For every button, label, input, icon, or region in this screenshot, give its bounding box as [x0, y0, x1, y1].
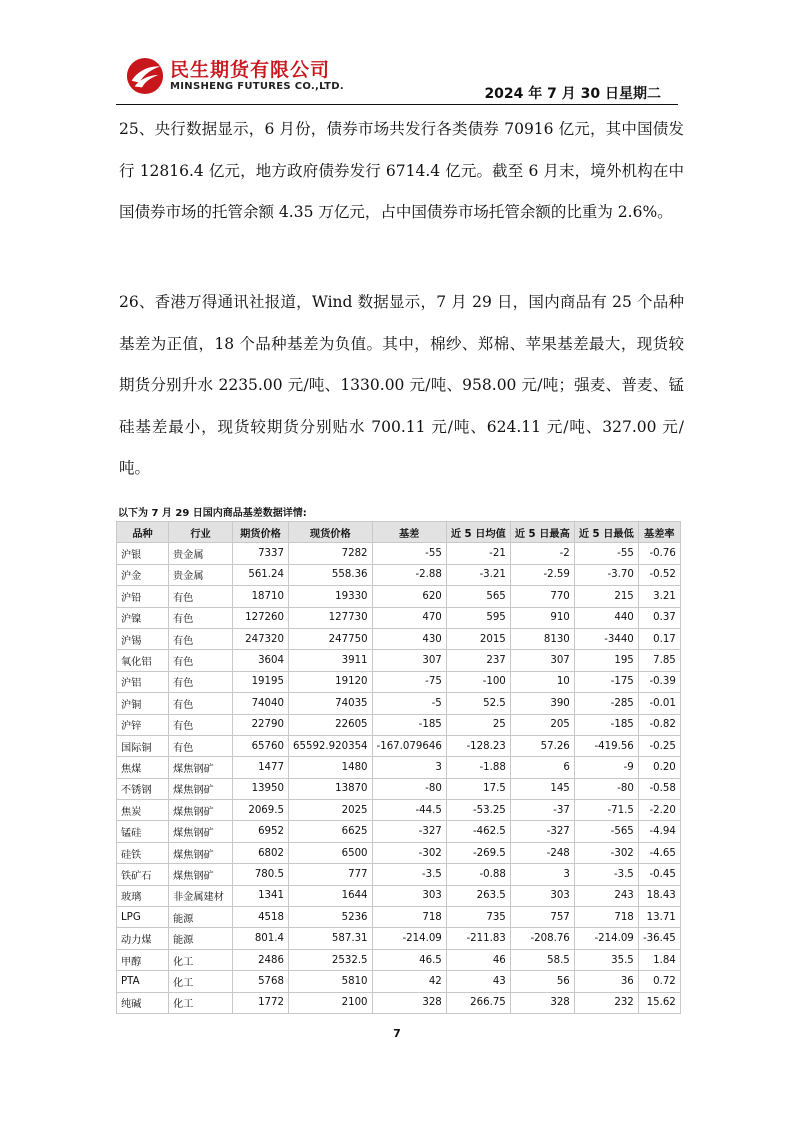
table-row — [117, 842, 681, 863]
table-row — [117, 693, 681, 714]
table-cell: 718 — [574, 907, 638, 928]
table-row — [117, 607, 681, 628]
table-cell: 铁矿石 — [117, 864, 169, 885]
table-cell: 74040 — [233, 693, 289, 714]
table-cell: 煤焦钢矿 — [169, 800, 233, 821]
table-cell: 2486 — [233, 949, 289, 970]
table-cell: -2 — [510, 543, 574, 564]
table-cell: 565 — [446, 586, 510, 607]
table-row — [117, 949, 681, 970]
column-header: 品种 — [117, 522, 169, 543]
table-cell: 动力煤 — [117, 928, 169, 949]
table-cell: -3.5 — [574, 864, 638, 885]
table-cell: -327 — [510, 821, 574, 842]
table-cell: 215 — [574, 586, 638, 607]
table-cell: 1644 — [289, 885, 373, 906]
table-cell: 玻璃 — [117, 885, 169, 906]
table-cell: -0.76 — [638, 543, 680, 564]
table-cell: -80 — [372, 778, 446, 799]
paragraph-26: 26、香港万得通讯社报道，Wind 数据显示，7 月 29 日，国内商品有 25 个品种基差为正值，18 个品种基差为负值。其中，棉纱、郑棉、苹果基差最大，现货较期货分别升水 2235.00 元/吨、1330.00 元/吨、958.00 元/吨；强麦、普麦、锰硅基差最小，现货较期货分别贴水 700.11 元/吨、624.11 元/吨、327.00 元/吨。 — [119, 293, 684, 477]
table-cell: -185 — [372, 714, 446, 735]
table-cell: -9 — [574, 757, 638, 778]
table-cell: 195 — [574, 650, 638, 671]
minsheng-logo-icon — [126, 57, 164, 95]
table-cell: 1772 — [233, 992, 289, 1013]
table-cell: 558.36 — [289, 564, 373, 585]
table-cell: 243 — [574, 885, 638, 906]
table-cell: 65592.920354 — [289, 735, 373, 756]
table-cell: 15.62 — [638, 992, 680, 1013]
table-cell: -302 — [574, 842, 638, 863]
table-cell: 561.24 — [233, 564, 289, 585]
table-cell: 沪金 — [117, 564, 169, 585]
table-cell: -0.25 — [638, 735, 680, 756]
table-cell: 3911 — [289, 650, 373, 671]
table-cell: -21 — [446, 543, 510, 564]
table-cell: 19330 — [289, 586, 373, 607]
table-cell: 不锈钢 — [117, 778, 169, 799]
column-header: 现货价格 — [289, 522, 373, 543]
table-cell: 非金属建材 — [169, 885, 233, 906]
table-cell: 910 — [510, 607, 574, 628]
table-cell: 1477 — [233, 757, 289, 778]
table-cell: 煤焦钢矿 — [169, 778, 233, 799]
table-cell: 13.71 — [638, 907, 680, 928]
table-cell: -100 — [446, 671, 510, 692]
table-row — [117, 671, 681, 692]
table-cell: 58.5 — [510, 949, 574, 970]
table-cell: 247320 — [233, 628, 289, 649]
company-name-cn: 民生期货有限公司 — [170, 59, 331, 81]
column-header: 基差率 — [638, 522, 680, 543]
table-cell: 595 — [446, 607, 510, 628]
table-cell: 沪锌 — [117, 714, 169, 735]
table-cell: 6625 — [289, 821, 373, 842]
table-cell: 锰硅 — [117, 821, 169, 842]
table-cell: 化工 — [169, 971, 233, 992]
table-cell: -3440 — [574, 628, 638, 649]
table-row — [117, 992, 681, 1013]
table-cell: 煤焦钢矿 — [169, 821, 233, 842]
table-row — [117, 586, 681, 607]
table-cell: -44.5 — [372, 800, 446, 821]
table-cell: PTA — [117, 971, 169, 992]
table-cell: 6952 — [233, 821, 289, 842]
table-cell: -0.82 — [638, 714, 680, 735]
table-row — [117, 735, 681, 756]
table-cell: 127730 — [289, 607, 373, 628]
table-cell: -53.25 — [446, 800, 510, 821]
table-row — [117, 650, 681, 671]
table-cell: 232 — [574, 992, 638, 1013]
table-cell: 3 — [510, 864, 574, 885]
table-cell: -211.83 — [446, 928, 510, 949]
table-cell: -269.5 — [446, 842, 510, 863]
table-row — [117, 971, 681, 992]
table-cell: 5768 — [233, 971, 289, 992]
table-cell: 74035 — [289, 693, 373, 714]
paragraph-25: 25、央行数据显示，6 月份，债券市场共发行各类债券 70916 亿元，其中国债发行 12816.4 亿元，地方政府债券发行 6714.4 亿元。截至 6 月末，境外机构在中国债券市场的托管余额 4.35 万亿元，占中国债券市场托管余额的比重为 2.6%。 — [119, 120, 684, 221]
table-cell: 757 — [510, 907, 574, 928]
table-cell: 有色 — [169, 671, 233, 692]
table-cell: 6500 — [289, 842, 373, 863]
column-header: 近 5 日均值 — [446, 522, 510, 543]
table-cell: -75 — [372, 671, 446, 692]
table-cell: -55 — [372, 543, 446, 564]
table-cell: -0.52 — [638, 564, 680, 585]
table-row — [117, 564, 681, 585]
table-cell: 13870 — [289, 778, 373, 799]
table-cell: -80 — [574, 778, 638, 799]
table-cell: -4.65 — [638, 842, 680, 863]
table-row — [117, 714, 681, 735]
table-cell: 1.84 — [638, 949, 680, 970]
table-cell: 620 — [372, 586, 446, 607]
table-cell: -302 — [372, 842, 446, 863]
table-row — [117, 757, 681, 778]
table-cell: 430 — [372, 628, 446, 649]
table-cell: 303 — [510, 885, 574, 906]
table-cell: 能源 — [169, 907, 233, 928]
table-cell: 307 — [372, 650, 446, 671]
table-cell: 307 — [510, 650, 574, 671]
table-row — [117, 778, 681, 799]
table-header-row — [117, 522, 681, 543]
company-name-en: MINSHENG FUTURES CO.,LTD. — [170, 81, 344, 92]
table-cell: 煤焦钢矿 — [169, 864, 233, 885]
table-cell: 化工 — [169, 949, 233, 970]
page-header — [0, 0, 794, 110]
table-cell: 718 — [372, 907, 446, 928]
table-cell: 65760 — [233, 735, 289, 756]
table-row — [117, 907, 681, 928]
table-cell: 303 — [372, 885, 446, 906]
table-cell: 有色 — [169, 628, 233, 649]
table-cell: 沪银 — [117, 543, 169, 564]
table-cell: 127260 — [233, 607, 289, 628]
table-cell: 46 — [446, 949, 510, 970]
table-cell: 52.5 — [446, 693, 510, 714]
table-body — [117, 543, 681, 1014]
table-cell: -175 — [574, 671, 638, 692]
table-cell: 煤焦钢矿 — [169, 842, 233, 863]
table-cell: 43 — [446, 971, 510, 992]
table-cell: 263.5 — [446, 885, 510, 906]
table-cell: 3.21 — [638, 586, 680, 607]
table-cell: 有色 — [169, 607, 233, 628]
table-cell: 22790 — [233, 714, 289, 735]
table-row — [117, 885, 681, 906]
table-row — [117, 800, 681, 821]
table-cell: 3604 — [233, 650, 289, 671]
table-cell: 801.4 — [233, 928, 289, 949]
table-cell: 266.75 — [446, 992, 510, 1013]
table-cell: 7282 — [289, 543, 373, 564]
table-cell: 390 — [510, 693, 574, 714]
table-cell: 35.5 — [574, 949, 638, 970]
table-cell: -0.45 — [638, 864, 680, 885]
table-cell: 有色 — [169, 714, 233, 735]
table-cell: -2.59 — [510, 564, 574, 585]
table-cell: 770 — [510, 586, 574, 607]
table-cell: 3 — [372, 757, 446, 778]
table-cell: 能源 — [169, 928, 233, 949]
table-cell: -37 — [510, 800, 574, 821]
page-number: 7 — [393, 1027, 401, 1040]
table-cell: 贵金属 — [169, 543, 233, 564]
table-row — [117, 628, 681, 649]
table-cell: -3.21 — [446, 564, 510, 585]
table-cell: -285 — [574, 693, 638, 714]
column-header: 近 5 日最高 — [510, 522, 574, 543]
table-cell: 57.26 — [510, 735, 574, 756]
table-cell: 247750 — [289, 628, 373, 649]
table-cell: 25 — [446, 714, 510, 735]
table-cell: 2025 — [289, 800, 373, 821]
table-cell: 沪铜 — [117, 693, 169, 714]
table-cell: -2.88 — [372, 564, 446, 585]
table-cell: -327 — [372, 821, 446, 842]
table-cell: 780.5 — [233, 864, 289, 885]
table-cell: 440 — [574, 607, 638, 628]
table-cell: -462.5 — [446, 821, 510, 842]
table-cell: 6 — [510, 757, 574, 778]
table-cell: 0.20 — [638, 757, 680, 778]
table-row — [117, 928, 681, 949]
table-cell: -214.09 — [574, 928, 638, 949]
table-cell: 氧化铝 — [117, 650, 169, 671]
table-cell: 777 — [289, 864, 373, 885]
table-cell: 4518 — [233, 907, 289, 928]
table-cell: -2.20 — [638, 800, 680, 821]
column-header: 基差 — [372, 522, 446, 543]
table-cell: 13950 — [233, 778, 289, 799]
table-cell: 18.43 — [638, 885, 680, 906]
table-cell: 煤焦钢矿 — [169, 757, 233, 778]
table-cell: -565 — [574, 821, 638, 842]
table-cell: 145 — [510, 778, 574, 799]
table-cell: 2015 — [446, 628, 510, 649]
table-cell: -0.01 — [638, 693, 680, 714]
table-cell: 有色 — [169, 693, 233, 714]
table-cell: -3.70 — [574, 564, 638, 585]
table-cell: 19195 — [233, 671, 289, 692]
company-logo — [126, 57, 344, 95]
table-cell: 硅铁 — [117, 842, 169, 863]
table-cell: 国际铜 — [117, 735, 169, 756]
table-cell: -185 — [574, 714, 638, 735]
table-cell: -0.88 — [446, 864, 510, 885]
table-cell: -419.56 — [574, 735, 638, 756]
table-cell: 470 — [372, 607, 446, 628]
table-cell: 0.17 — [638, 628, 680, 649]
column-header: 近 5 日最低 — [574, 522, 638, 543]
table-cell: 1341 — [233, 885, 289, 906]
table-cell: 10 — [510, 671, 574, 692]
table-cell: 焦炭 — [117, 800, 169, 821]
column-header: 期货价格 — [233, 522, 289, 543]
table-cell: -55 — [574, 543, 638, 564]
report-date: 2024 年 7 月 30 日星期二 — [484, 86, 661, 102]
table-cell: 沪锡 — [117, 628, 169, 649]
table-row — [117, 543, 681, 564]
table-cell: 17.5 — [446, 778, 510, 799]
table-cell: 0.37 — [638, 607, 680, 628]
table-cell: -167.079646 — [372, 735, 446, 756]
table-cell: 5236 — [289, 907, 373, 928]
table-cell: 化工 — [169, 992, 233, 1013]
table-cell: 沪镍 — [117, 607, 169, 628]
table-cell: 贵金属 — [169, 564, 233, 585]
table-cell: 纯碱 — [117, 992, 169, 1013]
table-cell: 有色 — [169, 650, 233, 671]
table-cell: 18710 — [233, 586, 289, 607]
table-cell: 有色 — [169, 586, 233, 607]
table-cell: -208.76 — [510, 928, 574, 949]
table-cell: 56 — [510, 971, 574, 992]
table-cell: 46.5 — [372, 949, 446, 970]
table-cell: -5 — [372, 693, 446, 714]
basis-data-table — [116, 521, 681, 1014]
table-cell: 0.72 — [638, 971, 680, 992]
table-cell: 587.31 — [289, 928, 373, 949]
table-cell: -1.88 — [446, 757, 510, 778]
table-cell: 有色 — [169, 735, 233, 756]
table-cell: 6802 — [233, 842, 289, 863]
table-cell: 7337 — [233, 543, 289, 564]
table-cell: -214.09 — [372, 928, 446, 949]
table-cell: -3.5 — [372, 864, 446, 885]
table-cell: 2069.5 — [233, 800, 289, 821]
table-cell: -36.45 — [638, 928, 680, 949]
header-divider — [116, 104, 678, 105]
table-cell: 7.85 — [638, 650, 680, 671]
table-cell: 36 — [574, 971, 638, 992]
table-cell: 焦煤 — [117, 757, 169, 778]
table-cell: 22605 — [289, 714, 373, 735]
table-row — [117, 821, 681, 842]
table-cell: 甲醇 — [117, 949, 169, 970]
table-cell: 205 — [510, 714, 574, 735]
table-cell: 沪铝 — [117, 671, 169, 692]
table-cell: 42 — [372, 971, 446, 992]
table-cell: 735 — [446, 907, 510, 928]
table-cell: -248 — [510, 842, 574, 863]
table-cell: LPG — [117, 907, 169, 928]
table-cell: -0.39 — [638, 671, 680, 692]
table-cell: 328 — [372, 992, 446, 1013]
table-cell: 19120 — [289, 671, 373, 692]
table-cell: 沪铅 — [117, 586, 169, 607]
table-cell: 5810 — [289, 971, 373, 992]
table-cell: -128.23 — [446, 735, 510, 756]
column-header: 行业 — [169, 522, 233, 543]
table-cell: 237 — [446, 650, 510, 671]
table-cell: -71.5 — [574, 800, 638, 821]
table-cell: 328 — [510, 992, 574, 1013]
table-title: 以下为 7 月 29 日国内商品基差数据详情: — [118, 508, 307, 519]
table-cell: -4.94 — [638, 821, 680, 842]
table-cell: 2100 — [289, 992, 373, 1013]
table-cell: 2532.5 — [289, 949, 373, 970]
table-row — [117, 864, 681, 885]
table-cell: -0.58 — [638, 778, 680, 799]
table-cell: 1480 — [289, 757, 373, 778]
table-cell: 8130 — [510, 628, 574, 649]
